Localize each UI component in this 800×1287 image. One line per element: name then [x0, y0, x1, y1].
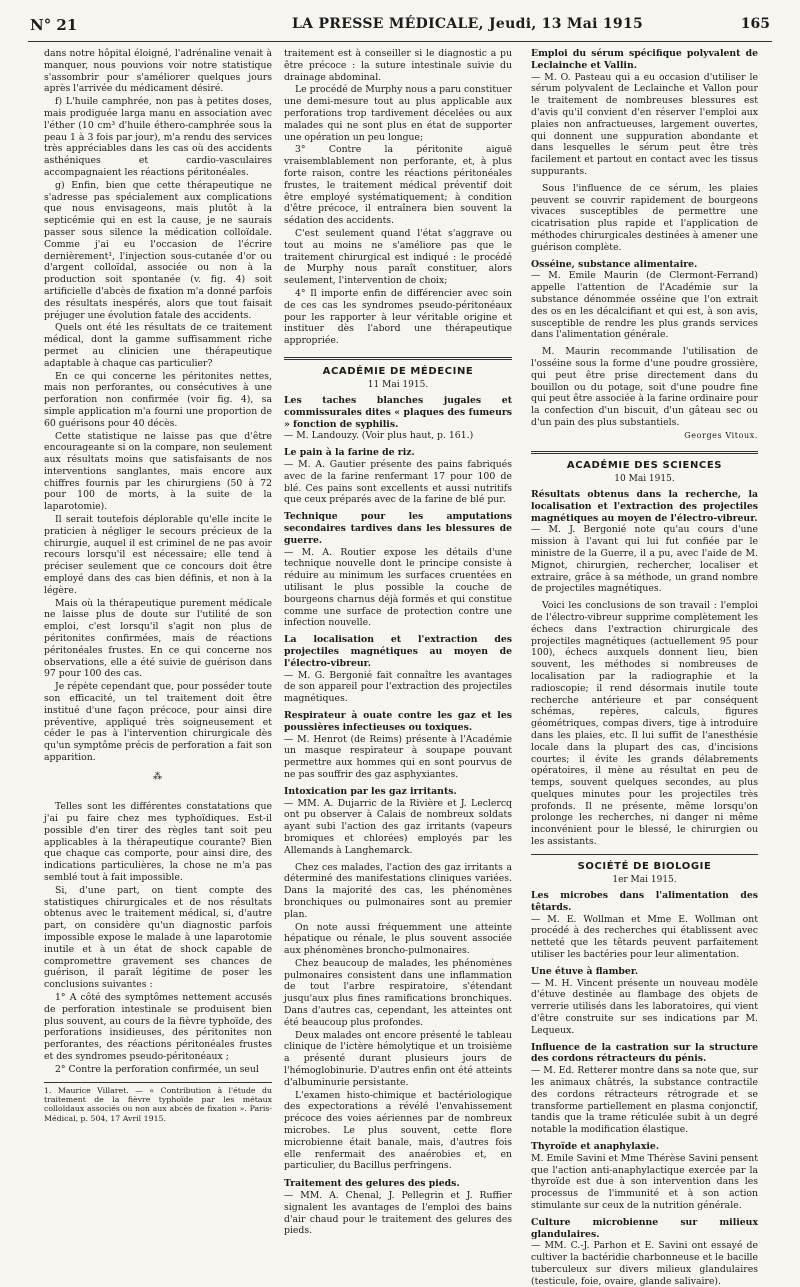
entry-body: — MM. A. Chenal, J. Pellegrin et J. Ruffier signalent les avantages de l'emploi des bains d'air chaud pour le traitement des gelures des pieds. — [284, 1190, 512, 1237]
paragraph: Il serait toutefois déplorable qu'elle incite le praticien à négliger le secours précieux de la chirurgie, auquel il est criminel de ne pas avoir recours lorsqu'il est nécessaire; elle tend à préciser seulement que ce concours doit être employé dans des cas bien définis, et non à la légère. — [44, 514, 272, 596]
entry-body: — M. A. Routier expose les détails d'une technique nouvelle dont le principe consiste à réduire au minimum les surfaces cruentées en utilisant le plus possible la couche de bourgeons charnus déjà formés et qui constitue comme une surface de protection contre une infection nouvelle. — [284, 546, 512, 629]
paragraph: 3° Contre la péritonite aiguë vraisemblablement non perforante, et, à plus forte raison, contre les réactions péritonéales frustes, le traitement médical préventif doit être employé systématiquement; à condition d'être précoce, il entraînera bien souvent la sédation des accidents. — [284, 144, 512, 227]
paragraph: Sous l'influence de ce sérum, les plaies peuvent se couvrir rapidement de bourgeons vivaces susceptibles de permettre une cicatrisation plus rapide et l'application de méthodes chirurgicales destinées à amener une guérison complète. — [531, 182, 758, 253]
paragraph: dans notre hôpital éloigné, l'adrénaline venait à manquer, nous pouvions voir notre statistique s'assombrir pour s'améliorer quelques jours après l'arrivée du médicament désiré. — [44, 48, 272, 95]
column-2 — [284, 48, 512, 1237]
entry-body: — MM. A. Dujarric de la Rivière et J. Leclercq ont pu observer à Calais de nombreux soldats ayant subi l'action des gaz irritants (vapeurs bromiques et chlorées) employés par les Allemands à Langhemarck. — [284, 797, 512, 856]
paragraph: En ce qui concerne les péritonites nettes, mais non perforantes, ou consécutives à une perforation non confirmée (voir fig. 4), sa simple application m'a fourni une proportion de 60 guérisons pour 40 décès. — [44, 370, 272, 429]
entry-body: — M. H. Vincent présente un nouveau modèle d'étuve destinée au flambage des objets de verrerie utilisés dans les laboratoires, qui vient d'être construite sur ses indications par M. Lequeux. — [531, 977, 758, 1036]
entry-title: Intoxication par les gaz irritants. — [284, 785, 457, 797]
entry-title: Osséine, substance alimentaire. — [531, 258, 698, 270]
section-title: ACADÉMIE DE MÉDECINE — [322, 365, 474, 377]
report-entry — [531, 890, 758, 961]
report-entry — [531, 48, 758, 178]
author-signature: Georges Vitoux. — [684, 430, 758, 440]
report-entry — [531, 1042, 758, 1136]
entry-body: — MM. C.-J. Parhon et E. Savini ont essayé de cultiver la bactéridie charbonneuse et le bacille tuberculeux sur divers milieux glandulaires (testicule, foie, ovaire, glande salivaire). — [531, 1240, 758, 1287]
report-entry — [531, 489, 758, 595]
entry-title: Technique pour les amputations secondaires tardives dans les blessures de guerre. — [284, 511, 512, 546]
entry-body: — M. Landouzy. (Voir plus haut, p. 161.) — [284, 430, 474, 442]
report-entry — [284, 1178, 512, 1237]
entry-title: Le pain à la farine de riz. — [284, 447, 415, 459]
entry-title: La localisation et l'extraction des projectiles magnétiques au moyen de l'électro-vibreur. — [284, 634, 512, 669]
report-entry — [284, 786, 512, 857]
paragraph: traitement est à conseiller si le diagnostic a pu être précoce : la suture intestinale suivie du drainage abdominal. — [284, 48, 512, 83]
entry-body: — M. Henrot (de Reims) présente à l'Académie un masque respirateur à soupape pouvant permettre aux hommes qui en sont pourvus de ne pas souffrir des gaz asphyxiantes. — [284, 733, 512, 780]
paragraph: Mais où la thérapeutique purement médicale ne laisse plus de doute sur l'utilité de son emploi, c'est lorsqu'il s'agit non plus de péritonites confirmées, mais de réactions péritonéales frustes. En ce qui concerne nos observations, elle a été suivie de guérison dans 97 pour 100 des cas. — [44, 597, 272, 680]
paragraph: Deux malades ont encore présenté le tableau clinique de l'ictère hémolytique et un troisième a présenté durant plusieurs jours de l'hémoglobinurie. D'autres enfin ont été atteints d'albuminurie persistante. — [284, 1029, 512, 1088]
entry-body: M. Emile Savini et Mme Thérèse Savini pensent que l'action anti-anaphylactique exercée par la thyroïde est due à son intervention dans les processus de l'immunité et à son action stimulante sur ceux de la nutrition générale. — [531, 1152, 758, 1211]
section-rule — [531, 451, 758, 454]
entry-title: Emploi du sérum spécifique polyvalent de Leclainche et Vallin. — [531, 48, 758, 71]
entry-title: Culture microbienne sur milieux glandulaires. — [531, 1216, 758, 1240]
paragraph: Telles sont les différentes constatations que j'ai pu faire chez mes typhoïdiques. Est-il possible d'en tirer des règles tant soit peu applicables à la thérapeutique courante? Bien que chaque cas comporte, pour ainsi dire, des indications particulières, la chose ne m'a pas semblé tout à fait impossible. — [44, 801, 272, 884]
paragraph: M. Maurin recommande l'utilisation de l'osséine sous la forme d'une poudre grossière, qui peut être prise directement dans du bouillon ou du potage, soit d'une poudre fine qui peut être associée à la farine ordinaire pour la confection d'un biscuit, d'un gâteau sec ou d'un pain des plus substantiels. — [531, 346, 758, 428]
paragraph: f) L'huile camphrée, non pas à petites doses, mais prodiguée larga manu en association avec l'éther (10 cm³ d'huile éthero-camphrée sous la peau 1 à 3 fois par jour), m'a rendu des services très appréciables dans les cas où des accidents asthéniques et cardio-vasculaires accompagnaient les réactions péritonéales. — [44, 96, 272, 178]
paragraph: Chez ces malades, l'action des gaz irritants a déterminé des manifestations cliniques variées. Dans la majorité des cas, les phénomènes bronchiques ou pulmonaires sont au premier plan. — [284, 861, 512, 920]
footnote: 1. Maurice Villaret. — « Contribution à l'étude du traitement de la fièvre typhoïde par les métaux colloïdaux associés ou non aux abcès de fixation ». Paris-Médical, p. 504, 17 Avril 1915. — [44, 1082, 272, 1123]
section-date: 10 Mai 1915. — [614, 473, 675, 484]
section-rule — [531, 854, 758, 855]
column-1 — [44, 48, 272, 1123]
entry-title: Les microbes dans l'alimentation des têtards. — [531, 889, 758, 913]
paragraph: Si, d'une part, on tient compte des statistiques chirurgicales et de nos résultats obtenus avec le traitement médical, si, d'autre part, on considère qu'un diagnostic parfois impossible expose le malade à une laparotomie inutile et à un état de shock capable de compromettre gravement ses chances de guérison, il paraît légitime de poser les conclusions suivantes : — [44, 884, 272, 991]
report-entry — [284, 447, 512, 506]
paragraph: Voici les conclusions de son travail : l'emploi de l'électro-vibreur supprime complètement les échecs dans l'extraction chirurgicale des projectiles magnétiques (actuellement 95 pour 100), échecs auxquels donnent lieu, bien souvent, les méthodes si nombreuses de localisation par la radiographie et la radioscopie; il rend désormais inutile toute recherche antérieure et par conséquent schémas, repères, calculs, figures géométriques, compas divers, tige à introduire dans les plaies, etc. Il lui suffit de l'anesthésie locale dans la plupart des cas, d'incisions courtes; il évite les grands délabrements opératoires, il mène au résultat en peu de temps, souvent quelques secondes, au plus quelques minutes pour les projectiles très profonds. Il ne présente, même lorsqu'on prolonge les recherches, ni danger ni même inconvénient pour le blessé, le chirurgien ou les assistants. — [531, 600, 758, 848]
entry-body: — M. G. Bergonié fait connaître les avantages de son appareil pour l'extraction des projectiles magnétiques. — [284, 669, 512, 705]
paragraph: 1° A côté des symptômes nettement accusés de perforation intestinale se produisent bien plus souvent, au cours de la fièvre typhoïde, des perforations insidieuses, des péritonites non perforantes, des réactions péritonéales frustes et des syndromes pseudo-péritonéaux ; — [44, 991, 272, 1062]
report-entry — [531, 1217, 758, 1287]
paragraph: Chez beaucoup de malades, les phénomènes pulmonaires consistent dans une inflammation de tout l'arbre respiratoire, s'étendant jusqu'aux plus fines ramifications bronchiques. Dans d'autres cas, cependant, les atteintes ont été beaucoup plus profondes. — [284, 957, 512, 1028]
section-separator: ⁂ — [153, 771, 163, 782]
entry-body: — M. E. Wollman et Mme E. Wollman ont procédé à des recherches qui établissent avec netteté que les têtards peuvent parfaitement utiliser les bactéries pour leur alimentation. — [531, 913, 758, 960]
entry-body: — M. J. Bergonié note qu'au cours d'une mission à l'avant qui lui fut confiée par le ministre de la Guerre, il a pu, avec l'aide de M. Mignot, chirurgien, rechercher, localiser et extraire, grâce à sa méthode, un grand nombre de projectiles magnétiques. — [531, 524, 758, 595]
entry-title: Résultats obtenus dans la recherche, la localisation et l'extraction des projectiles magnétiques au moyen de l'électro-vibreur. — [531, 488, 758, 524]
paragraph: Le procédé de Murphy nous a paru constituer une demi-mesure tout au plus applicable aux perforations trop tardivement décelées ou aux malades qui ne sont plus en état de supporter une opération un peu longue; — [284, 84, 512, 143]
section-title: SOCIÉTÉ DE BIOLOGIE — [577, 860, 712, 872]
entry-title: Une étuve à flamber. — [531, 965, 639, 977]
section-rule — [284, 357, 512, 360]
report-entry — [284, 710, 512, 781]
entry-title: Les taches blanches jugales et commissurales dites « plaques des fumeurs » fonction de syphilis. — [284, 395, 512, 430]
paragraph: C'est seulement quand l'état s'aggrave ou tout au moins ne s'améliore pas que le traitement chirurgical est indiqué : le procédé de Murphy nous paraît constituer, alors seulement, l'intervention de choix; — [284, 227, 512, 287]
report-entry — [284, 395, 512, 442]
column-3 — [531, 48, 758, 1287]
report-entry — [284, 511, 512, 629]
entry-body: — M. O. Pasteau qui a eu occasion d'utiliser le sérum polyvalent de Leclainche et Vallon pour le traitement de nombreuses blessures est d'avis qu'il convient d'en réserver l'emploi aux plaies non anfractueuses, largement ouvertes, qui donnent une suppuration abondante et dans lesquelles le sérum peut être très facilement et partout en contact avec les tissus suppurants. — [531, 71, 758, 177]
paragraph: g) Enfin, bien que cette thérapeutique ne s'adresse pas spécialement aux complications que nous envisageons, mais plutôt à la septicémie qui en est la cause, je ne saurais passer sous silence la médication colloïdale. Comme j'ai eu l'occasion de l'écrire dernièrement¹, l'injection sous-cutanée d'or ou d'argent colloïdal, associée ou non à la production soit spontanée (v. fig. 4) soit artificielle d'abcès de fixation m'a donné parfois des résultats inespérés, alors que tout faisait préjuger une évolution fatale des accidents. — [44, 179, 272, 321]
entry-body: — M. A. Gautier présente des pains fabriqués avec de la farine renfermant 17 pour 100 de blé. Ces pains sont excellents et aussi nutritifs que ceux préparés avec de la farine de blé pur. — [284, 459, 512, 506]
paragraph: On note aussi fréquemment une atteinte hépatique ou rénale, le plus souvent associée aux phénomènes broncho-pulmonaires. — [284, 921, 512, 957]
paragraph: Je répète cependant que, pour posséder toute son efficacité, un tel traitement doit être institué d'une façon précoce, pour ainsi dire préventive, appliqué très soigneusement et céder le pas à l'intervention chirurgicale dès qu'un symptôme précis de perforation a fait son apparition. — [44, 681, 272, 764]
entry-title: Traitement des gelures des pieds. — [284, 1178, 460, 1190]
paragraph: Quels ont été les résultats de ce traitement médical, dont la gamme suffisamment riche permet au clinicien une thérapeutique adaptable à chaque cas particulier? — [44, 322, 272, 369]
entry-title: Respirateur à ouate contre les gaz et les poussières infectieuses ou toxiques. — [284, 709, 512, 733]
entry-title: Thyroïde et anaphylaxie. — [531, 1140, 660, 1152]
report-entry — [531, 1141, 758, 1212]
section-date: 11 Mai 1915. — [367, 379, 429, 390]
entry-title: Influence de la castration sur la structure des cordons rétracteurs du pénis. — [531, 1041, 758, 1065]
issue-number: N° 21 — [30, 16, 78, 34]
entry-body: — M. Ed. Retterer montre dans sa note que, sur les animaux châtrés, la substance contractile des cordons rétracteurs rétrograde et se transforme partiellement en plasma conjonctif, tandis que la trame réticulée subit à un degré notable la modification élastique. — [531, 1065, 758, 1136]
section-title: ACADÉMIE DES SCIENCES — [566, 459, 723, 471]
report-entry — [284, 634, 512, 705]
paragraph: L'examen histo-chimique et bactériologique des expectorations a révélé l'envahissement précoce des voies aériennes par de nombreux microbes. Le plus souvent, cette flore microbienne était banale, mais, d'autres fois elle renfermait des anaérobies et, en particulier, du Bacillus perfringens. — [284, 1089, 512, 1172]
report-entry — [531, 259, 758, 342]
paragraph: 4° Il importe enfin de différencier avec soin de ces cas les syndromes pseudo-péritonéaux pour les rapporter à leur véritable origine et instituer dès l'abord une thérapeutique appropriée. — [284, 287, 512, 347]
journal-title: LA PRESSE MÉDICALE, Jeudi, 13 Mai 1915 — [292, 16, 644, 32]
report-entry — [531, 966, 758, 1037]
entry-body: — M. Emile Maurin (de Clermont-Ferrand) appelle l'attention de l'Académie sur la substance dénommée osséine que l'on extrait des os en les décalcifiant et qui est, à son avis, susceptible de rendre les plus grands services dans l'alimentation générale. — [531, 270, 758, 341]
paragraph: 2° Contre la perforation confirmée, un seul — [55, 1063, 259, 1075]
page-number: 165 — [740, 16, 770, 32]
page-header — [28, 14, 772, 42]
section-date: 1er Mai 1915. — [612, 874, 677, 885]
paragraph: Cette statistique ne laisse pas que d'être encourageante si on la compare, non seulement aux résultats moins que satisfaisants de nos interventions sanglantes, mais encore aux chiffres fournis par les chirurgiens (50 à 72 pour 100 de morts, à la suite de la laparotomie). — [44, 430, 272, 513]
